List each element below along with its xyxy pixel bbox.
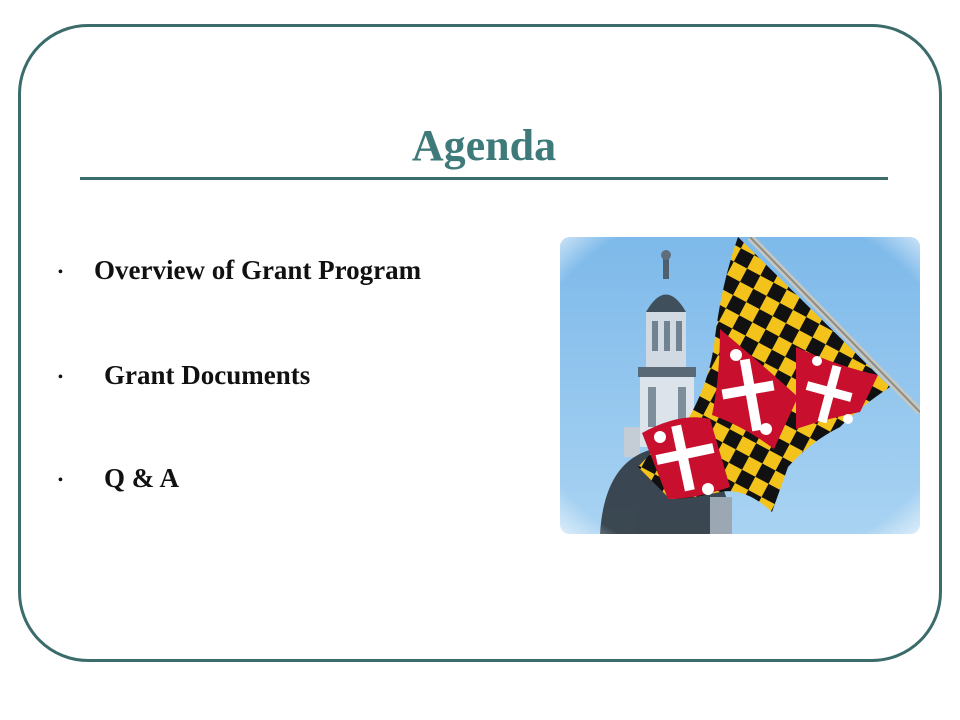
- maryland-flag-photo: [560, 237, 920, 534]
- agenda-item-label: Grant Documents: [104, 360, 311, 390]
- list-item: [58, 454, 179, 502]
- agenda-item-label: Overview of Grant Program: [94, 255, 422, 285]
- slide-title: Agenda: [411, 121, 557, 170]
- title-underline: [80, 177, 888, 180]
- agenda-item-label: Q & A: [104, 463, 180, 493]
- list-item: [58, 246, 421, 294]
- bullet-icon: •: [58, 472, 63, 488]
- bullet-icon: •: [58, 264, 63, 280]
- bullet-icon: •: [58, 369, 63, 385]
- list-item: [58, 351, 310, 399]
